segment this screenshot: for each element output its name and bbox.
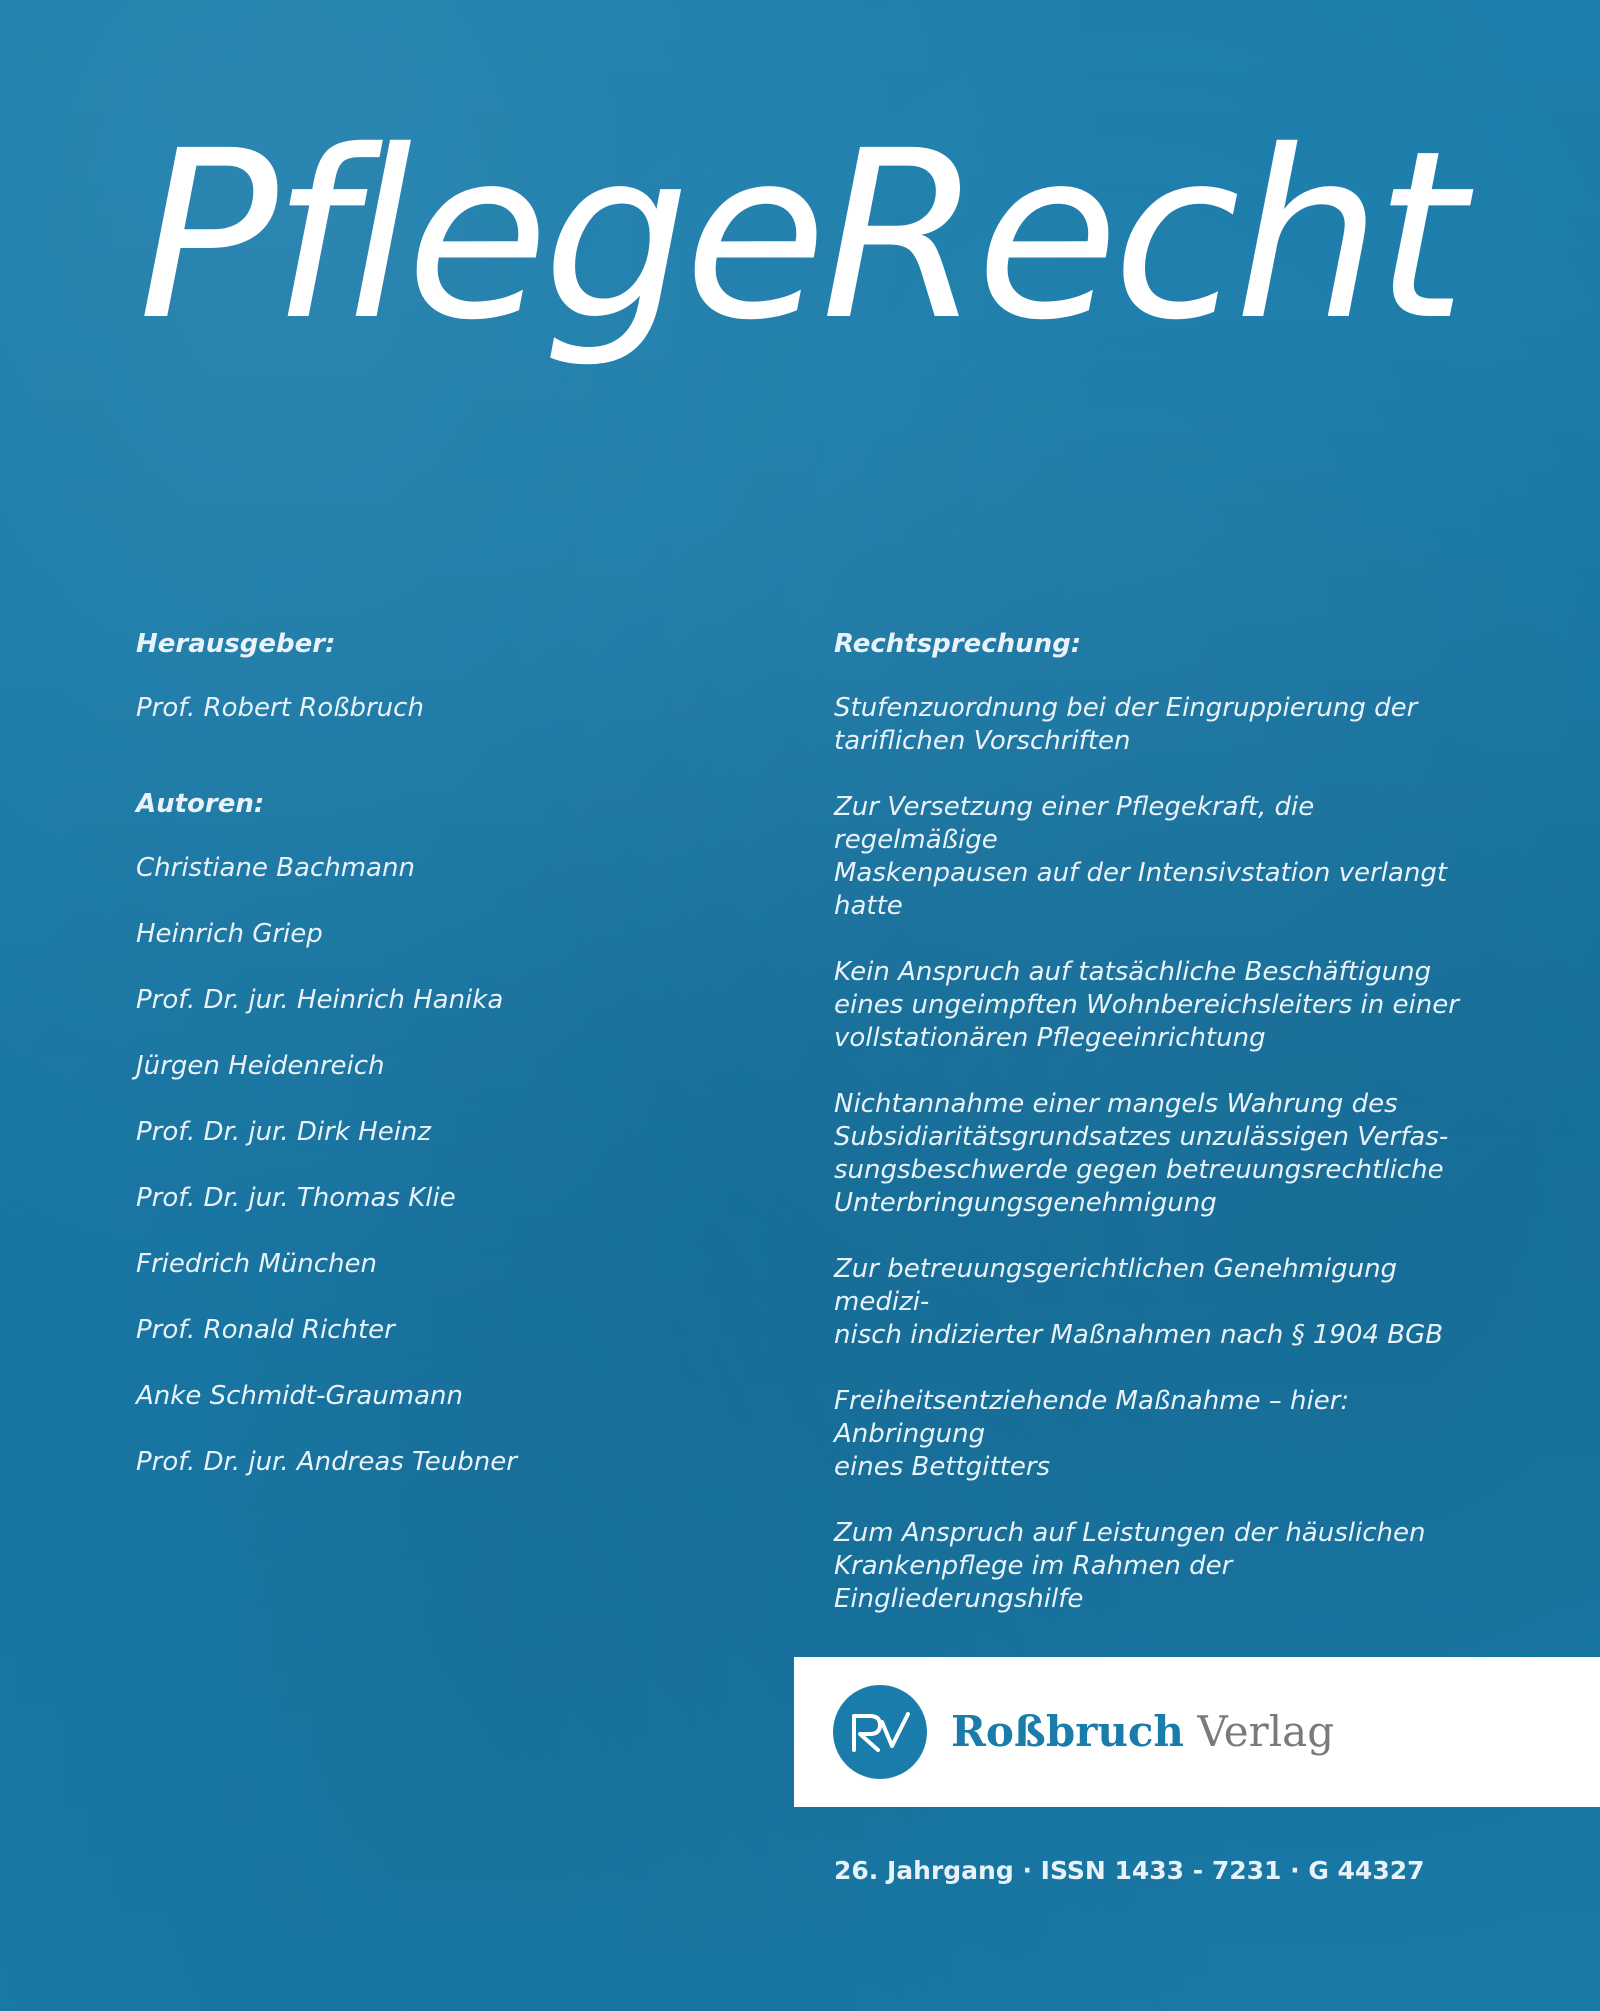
author-name: Friedrich München [136,1249,377,1279]
editor-name: Prof. Robert Roßbruch [136,693,424,723]
case-law-item: Zur Versetzung einer Pflegekraft, die regelmäßige Maskenpausen auf der Intensivstation verlangt hatte [834,792,1448,921]
publisher-name [951,1705,1334,1759]
author-name: Prof. Dr. jur. Dirk Heinz [136,1117,432,1147]
case-law-item: Stufenzuordnung bei der Eingruppierung der tariflichen Vorschriften [834,693,1418,756]
author-name: Prof. Dr. jur. Thomas Klie [136,1183,456,1213]
author-name: Christiane Bachmann [136,853,415,883]
publisher-logo-icon [832,1684,928,1780]
author-name: Jürgen Heidenreich [136,1051,385,1081]
imprint-line: 26. Jahrgang · ISSN 1433 - 7231 · G 44327 [834,1856,1425,1885]
editors-heading: Herausgeber: [136,629,336,659]
author-name: Heinrich Griep [136,919,323,949]
contributors-column [136,628,756,1512]
case-law-column [834,628,1474,1649]
author-name: Prof. Ronald Richter [136,1315,395,1345]
case-law-item: Kein Anspruch auf tatsächliche Beschäftigung eines ungeimpften Wohnbereichsleiters in einer vollstationären Pflegeeinrichtung [834,957,1459,1053]
case-law-heading: Rechtsprechung: [834,629,1082,659]
author-name: Prof. Dr. jur. Andreas Teubner [136,1447,517,1477]
case-law-item: Zur betreuungsgerichtlichen Genehmigung medizi- nisch indizierter Maßnahmen nach § 1904 BGB [834,1254,1444,1350]
case-law-item: Freiheitsentziehende Maßnahme – hier: Anbringung eines Bettgitters [834,1386,1350,1482]
publisher-name-light: Verlag [1197,1707,1335,1756]
publisher-bar [794,1657,1600,1807]
case-law-list [834,692,1474,1616]
case-law-item: Zum Anspruch auf Leistungen der häuslichen Krankenpflege im Rahmen der Eingliederungshilfe [834,1518,1426,1614]
case-law-item: Nichtannahme einer mangels Wahrung des Subsidiaritätsgrundsatzes unzulässigen Verfas- sungsbeschwerde gegen betreuungsrechtliche Unterbringungsgenehmigung [834,1089,1449,1218]
authors-list [136,852,756,1479]
author-name: Anke Schmidt-Graumann [136,1381,463,1411]
publisher-name-bold: Roßbruch [951,1707,1184,1756]
journal-title: PflegeRecht [138,101,1461,371]
author-name: Prof. Dr. jur. Heinrich Hanika [136,985,504,1015]
authors-heading: Autoren: [136,789,265,819]
